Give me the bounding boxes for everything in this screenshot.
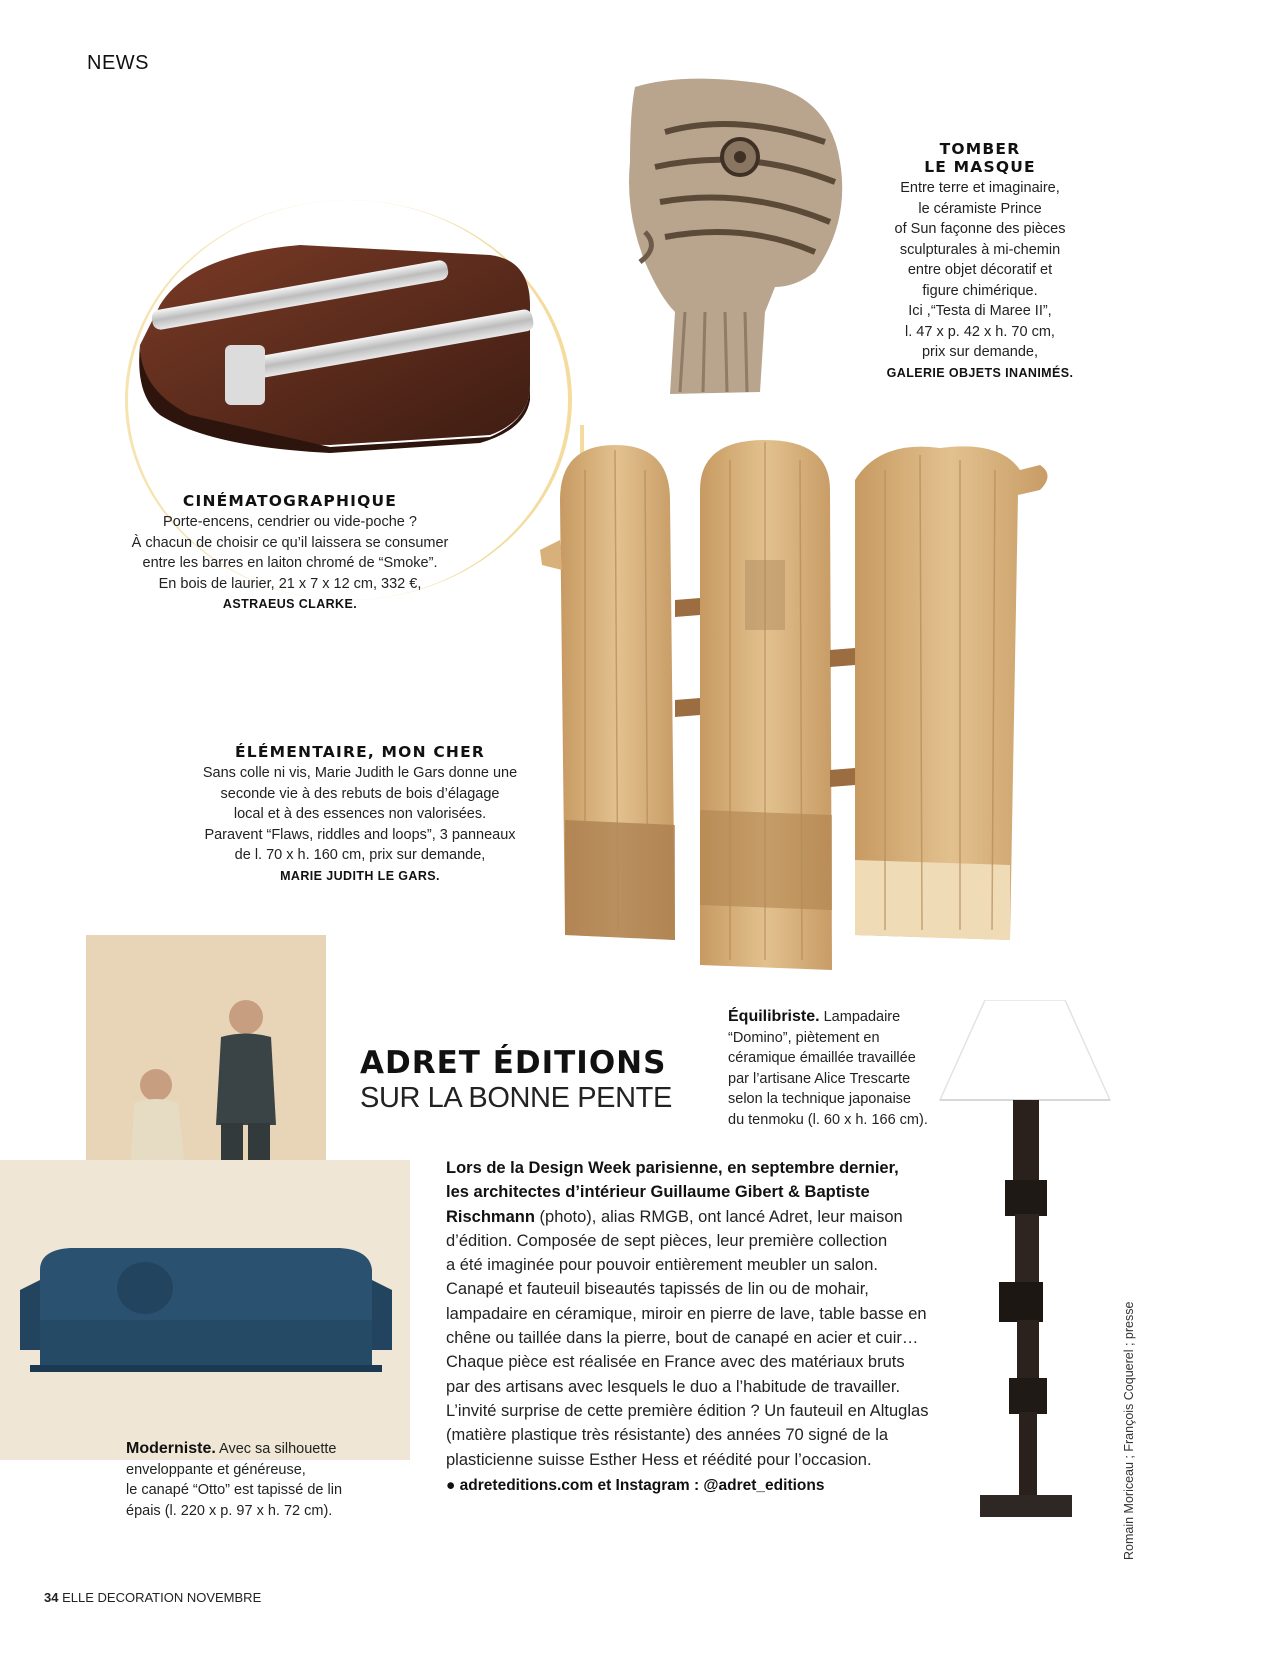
incense-credit: ASTRAEUS CLARKE. [222, 597, 358, 611]
sofa-line: le canapé “Otto” est tapissé de lin [126, 1482, 343, 1498]
lamp-line: du tenmoku (l. 60 x h. 166 cm). [728, 1111, 928, 1128]
lamp-line: par l’artisane Alice Trescarte [728, 1070, 911, 1087]
incense-title: CINÉMATOGRAPHIQUE [182, 492, 398, 510]
mask-title-line1: TOMBER [939, 140, 1021, 158]
photo-credit: Romain Moriceau ; François Coquerel ; presse [1122, 1301, 1136, 1560]
sofa-line: épais (l. 220 x p. 97 x h. 72 cm). [126, 1502, 333, 1519]
magazine-name: ELLE DECORATION [62, 1590, 184, 1605]
adret-body-line: chêne ou taillée dans la pierre, bout de canapé en acier et cuir… [446, 1329, 919, 1348]
sofa-line: enveloppante et généreuse, [126, 1461, 306, 1478]
section-label: NEWS [87, 52, 149, 74]
adret-website-link[interactable]: ● adreteditions.com et Instagram : @adret_editions [446, 1476, 825, 1494]
adret-lead-line: Lors de la Design Week parisienne, en septembre dernier, [446, 1159, 899, 1177]
mask-line: l. 47 x p. 42 x h. 70 cm, [905, 323, 1055, 340]
mask-caption [860, 140, 1100, 383]
folding-screen-image [540, 440, 1070, 970]
adret-body-line: (matière plastique très résistante) des années 70 signé de la [446, 1426, 889, 1445]
adret-subtitle: SUR LA BONNE PENTE [360, 1082, 672, 1114]
lamp-line: “Domino”, piètement en [728, 1029, 880, 1046]
incense-line: En bois de laurier, 21 x 7 x 12 cm, 332 €, [158, 575, 422, 592]
adret-lead-line: Rischmann [446, 1207, 535, 1226]
lamp-line: selon la technique japonaise [728, 1091, 911, 1107]
mask-line: of Sun façonne des pièces [894, 221, 1066, 237]
lamp-caption [728, 1007, 958, 1130]
adret-body-line: a été imaginée pour pouvoir entièrement meubler un salon. [446, 1256, 879, 1275]
sofa-line: Avec sa silhouette [219, 1441, 337, 1457]
adret-body-line: lampadaire en céramique, miroir en pierre de lave, table basse en [446, 1304, 927, 1323]
adret-body-line: Canapé et fauteuil biseautés tapissés de lin ou de mohair, [446, 1280, 869, 1299]
mask-line: Entre terre et imaginaire, [900, 180, 1060, 196]
page-number: 34 [44, 1590, 59, 1605]
lamp-line: Lampadaire [823, 1009, 901, 1025]
incense-caption [120, 492, 460, 615]
adret-body-line: d’édition. Composée de sept pièces, leur première collection [446, 1231, 888, 1250]
sofa-caption [126, 1439, 386, 1521]
mask-line: entre objet décoratif et [907, 262, 1053, 278]
screen-credit: MARIE JUDITH LE GARS. [280, 868, 440, 883]
mask-line: le céramiste Prince [918, 200, 1042, 217]
sofa-photo [0, 1160, 410, 1460]
incense-holder-image [130, 215, 550, 455]
screen-line: Paravent “Flaws, riddles and loops”, 3 panneaux [204, 826, 516, 843]
mask-sculpture-image [625, 72, 855, 407]
adret-body-line: (photo), alias RMGB, ont lancé Adret, leur maison [534, 1207, 903, 1226]
screen-line: seconde vie à des rebuts de bois d’élagage [220, 785, 500, 802]
mask-line: Ici ,“Testa di Maree II”, [908, 303, 1052, 319]
mask-credit: GALERIE OBJETS INANIMÉS. [886, 365, 1074, 380]
adret-body-line: Chaque pièce est réalisée en France avec des matériaux bruts [446, 1353, 905, 1372]
adret-title: ADRET ÉDITIONS [360, 1045, 667, 1081]
mask-line: figure chimérique. [922, 282, 1038, 299]
mask-title-line2: LE MASQUE [924, 158, 1036, 176]
incense-line: Porte-encens, cendrier ou vide-poche ? [163, 514, 417, 530]
adret-lead-line: les architectes d’intérieur Guillaume Gibert & Baptiste [446, 1183, 870, 1202]
sofa-lead: Moderniste. [126, 1440, 216, 1457]
floor-lamp-image [935, 1000, 1115, 1530]
screen-caption [195, 743, 525, 886]
adret-article [446, 1156, 946, 1498]
adret-body-line: L’invité surprise de cette première édition ? Un fauteuil en Altuglas [446, 1401, 929, 1420]
incense-line: À chacun de choisir ce qu’il laissera se consumer [131, 534, 449, 551]
screen-line: Sans colle ni vis, Marie Judith le Gars donne une [202, 765, 518, 781]
lamp-lead: Équilibriste. [728, 1008, 820, 1025]
adret-body-line: plasticienne suisse Esther Hess et réédité pour l’occasion. [446, 1450, 872, 1469]
adret-body-line: par des artisans avec lesquels le duo a l’habitude de travailler. [446, 1377, 901, 1396]
screen-line: de l. 70 x h. 160 cm, prix sur demande, [234, 847, 486, 863]
screen-line: local et à des essences non valorisées. [233, 806, 487, 822]
mask-line: prix sur demande, [921, 344, 1039, 360]
mask-line: sculpturales à mi-chemin [899, 241, 1061, 258]
lamp-line: céramique émaillée travaillée [728, 1050, 916, 1066]
incense-line: entre les barres en laiton chromé de “Smoke”. [142, 555, 438, 571]
screen-title: ÉLÉMENTAIRE, MON CHER [234, 743, 486, 761]
issue-month: NOVEMBRE [186, 1590, 262, 1605]
page-folio [44, 1590, 261, 1605]
